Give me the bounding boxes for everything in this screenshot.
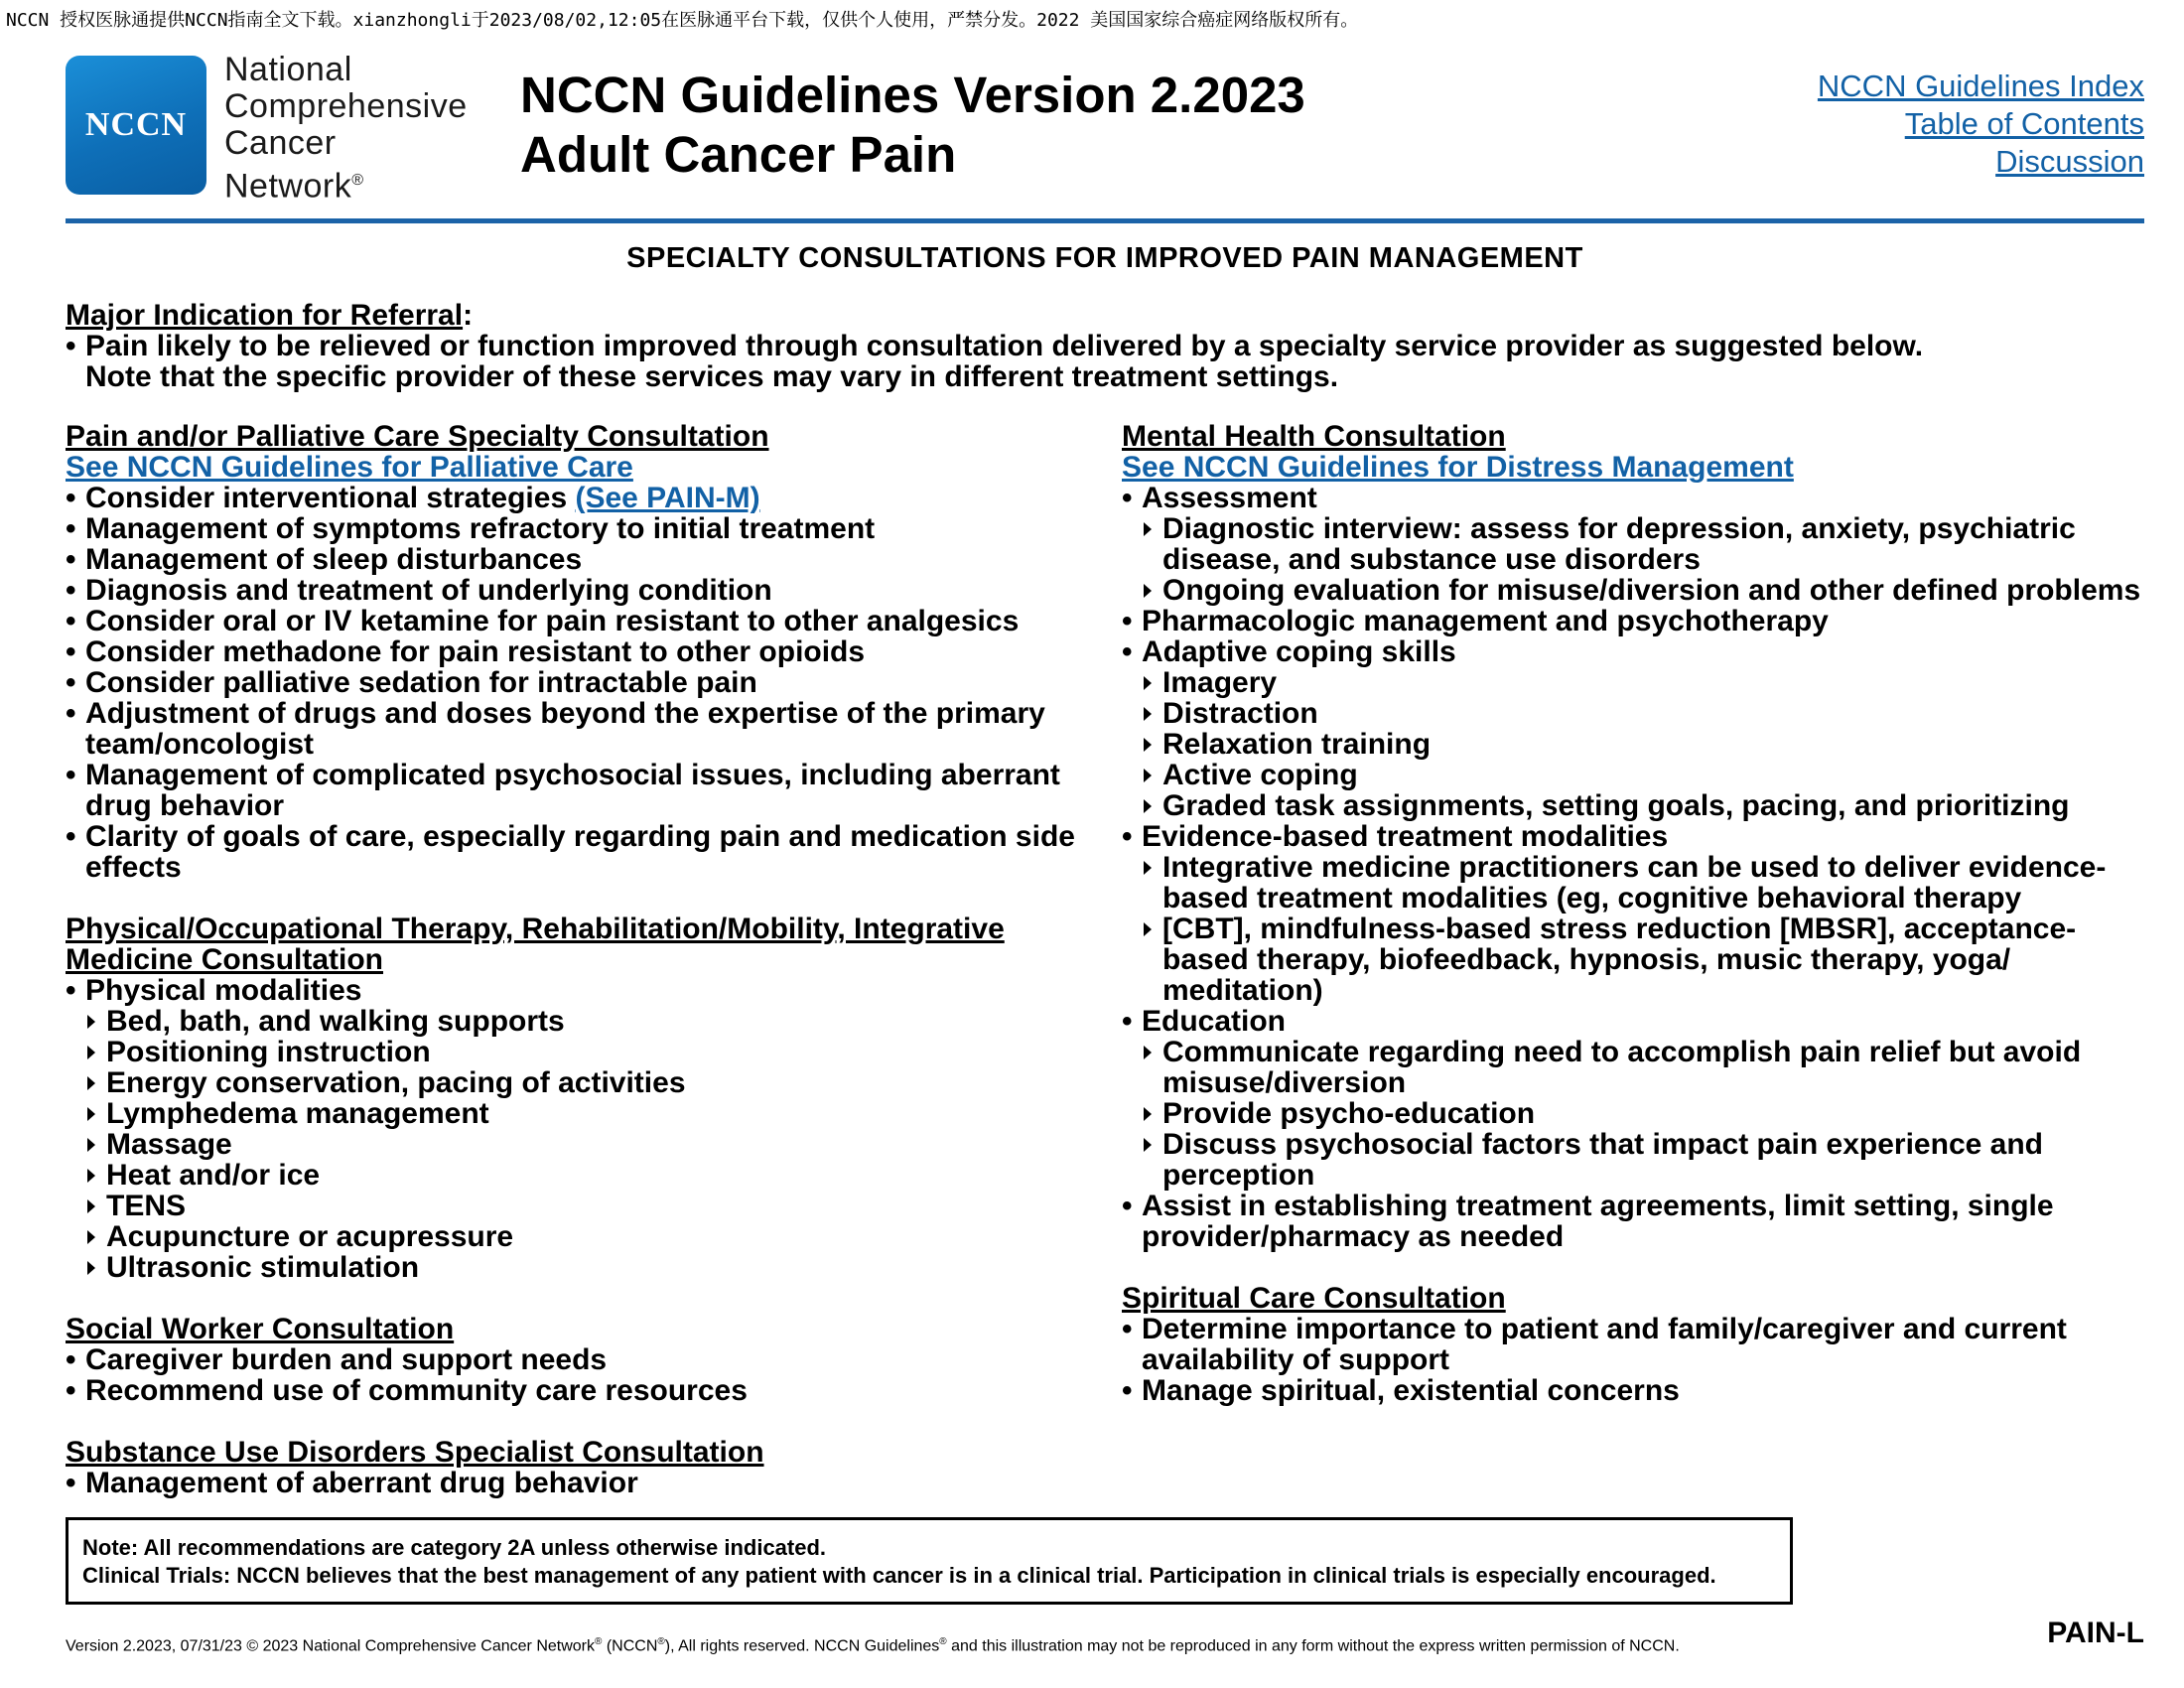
table-of-contents-link[interactable]: Table of Contents xyxy=(1904,106,2144,141)
logo-word: Network® xyxy=(224,167,364,206)
sub-list-item: Ongoing evaluation for misuse/diversion and other defined problems xyxy=(1122,575,2144,606)
sub-list-item: Imagery xyxy=(1122,667,2144,698)
palliative-care-section xyxy=(66,421,1088,883)
category-note: Note: All recommendations are category 2A unless otherwise indicated. xyxy=(82,1535,827,1560)
list-item: • Management of complicated psychosocial issues, including aberrant drug behavior xyxy=(66,760,1088,821)
physical-therapy-section xyxy=(66,914,1088,1283)
page-title xyxy=(520,66,1305,185)
sub-list-item: Heat and/or ice xyxy=(66,1160,1088,1191)
sub-list-item: Distraction xyxy=(1122,698,2144,729)
discussion-link[interactable]: Discussion xyxy=(1995,144,2144,179)
logo-word: Cancer xyxy=(224,124,337,162)
list-item: • Pharmacologic management and psychotherapy xyxy=(1122,606,2144,636)
sub-list-item: Diagnostic interview: assess for depression, anxiety, psychiatric disease, and substance use disorders xyxy=(1122,513,2144,575)
page-code: PAIN-L xyxy=(2047,1617,2144,1649)
note-box xyxy=(66,1517,1793,1605)
header-divider xyxy=(66,218,2144,223)
list-item: • Consider interventional strategies (See PAIN-M) xyxy=(66,483,1088,513)
sub-list-item: Ultrasonic stimulation xyxy=(66,1252,1088,1283)
sub-list-item: Positioning instruction xyxy=(66,1037,1088,1067)
left-column xyxy=(66,421,1088,1529)
distress-management-guidelines-link[interactable]: See NCCN Guidelines for Distress Management xyxy=(1122,451,1794,484)
list-item: • Consider oral or IV ketamine for pain resistant to other analgesics xyxy=(66,606,1088,636)
section-heading: Substance Use Disorders Specialist Consultation xyxy=(66,1436,764,1469)
logo-word: Comprehensive xyxy=(224,87,468,125)
logo-word: National xyxy=(224,51,352,88)
right-column xyxy=(1122,421,2144,1437)
section-heading: Mental Health Consultation xyxy=(1122,420,1506,453)
guideline-version: NCCN Guidelines Version 2.2023 xyxy=(520,67,1305,123)
sub-list-item: Energy conservation, pacing of activities xyxy=(66,1067,1088,1098)
sub-list-item: Lymphedema management xyxy=(66,1098,1088,1129)
sub-list-item: Relaxation training xyxy=(1122,729,2144,760)
list-item: • Consider palliative sedation for intractable pain xyxy=(66,667,1088,698)
list-item: • Assist in establishing treatment agreements, limit setting, single provider/pharmacy as needed xyxy=(1122,1191,2144,1252)
page-header xyxy=(66,52,2144,220)
list-item: • Assessment xyxy=(1122,483,2144,513)
clinical-trials-note: Clinical Trials: NCCN believes that the best management of any patient with cancer is in a clinical trial. Participation in clinical trials is especially encouraged. xyxy=(82,1563,1716,1588)
list-item: • Evidence-based treatment modalities xyxy=(1122,821,2144,852)
list-item: • Adjustment of drugs and doses beyond the expertise of the primary team/oncologist xyxy=(66,698,1088,760)
social-worker-section xyxy=(66,1314,1088,1406)
nccn-logo xyxy=(66,56,206,195)
major-indication-heading: Major Indication for Referral xyxy=(66,299,464,332)
sub-list-item: Massage xyxy=(66,1129,1088,1160)
list-item: • Manage spiritual, existential concerns xyxy=(1122,1375,2144,1406)
list-item: • Management of aberrant drug behavior xyxy=(66,1468,1088,1498)
sub-list-item: Acupuncture or acupressure xyxy=(66,1221,1088,1252)
list-item: • Determine importance to patient and family/caregiver and current availability of support xyxy=(1122,1314,2144,1375)
sub-list-item: Graded task assignments, setting goals, pacing, and prioritizing xyxy=(1122,790,2144,821)
substance-use-section xyxy=(66,1437,1088,1498)
header-links xyxy=(1818,68,2144,181)
list-item: • Management of symptoms refractory to initial treatment xyxy=(66,513,1088,544)
sub-list-item: Bed, bath, and walking supports xyxy=(66,1006,1088,1037)
logo-text: NCCN xyxy=(84,106,188,143)
sub-list-item: [CBT], mindfulness-based stress reduction [MBSR], acceptance-based therapy, biofeedback, hypnosis, music therapy, yoga/ meditation) xyxy=(1122,914,2144,1006)
list-item: • Physical modalities xyxy=(66,975,1088,1006)
list-item: • Clarity of goals of care, especially regarding pain and medication side effects xyxy=(66,821,1088,883)
download-watermark: NCCN 授权医脉通提供NCCN指南全文下载。xianzhongli于2023/08/02,12:05在医脉通平台下载，仅供个人使用，严禁分发。2022 美国国家综合癌症网络版权所有。 xyxy=(6,10,1359,31)
sub-list-item: Discuss psychosocial factors that impact pain experience and perception xyxy=(1122,1129,2144,1191)
list-item: • Caregiver burden and support needs xyxy=(66,1344,1088,1375)
list-item: • Education xyxy=(1122,1006,2144,1037)
list-item: • Adaptive coping skills xyxy=(1122,636,2144,667)
sub-list-item: Provide psycho-education xyxy=(1122,1098,2144,1129)
list-item: • Recommend use of community care resources xyxy=(66,1375,1088,1406)
section-heading: Pain and/or Palliative Care Specialty Consultation xyxy=(66,420,769,453)
spiritual-care-section xyxy=(1122,1283,2144,1406)
section-heading: Social Worker Consultation xyxy=(66,1313,455,1345)
palliative-care-guidelines-link[interactable]: See NCCN Guidelines for Palliative Care xyxy=(66,451,633,484)
section-title: SPECIALTY CONSULTATIONS FOR IMPROVED PAIN MANAGEMENT xyxy=(626,242,1583,274)
sub-list-item: TENS xyxy=(66,1191,1088,1221)
sub-list-item: Communicate regarding need to accomplish pain relief but avoid misuse/diversion xyxy=(1122,1037,2144,1098)
list-item: • Pain likely to be relieved or function improved through consultation delivered by a specialty service provider as suggested below. Note that the specific provider of these services may vary in different treatment settings. xyxy=(66,331,2144,392)
mental-health-section xyxy=(1122,421,2144,1252)
logo-wordmark xyxy=(224,52,468,205)
guideline-topic: Adult Cancer Pain xyxy=(520,126,957,183)
pain-m-link[interactable]: (See PAIN-M) xyxy=(575,482,760,514)
list-item: • Consider methadone for pain resistant to other opioids xyxy=(66,636,1088,667)
sub-list-item: Active coping xyxy=(1122,760,2144,790)
sub-list-item: Integrative medicine practitioners can be used to deliver evidence-based treatment modalities (eg, cognitive behavioral therapy xyxy=(1122,852,2144,914)
list-item: • Diagnosis and treatment of underlying condition xyxy=(66,575,1088,606)
section-heading: Spiritual Care Consultation xyxy=(1122,1282,1506,1315)
copyright-footer: Version 2.2023, 07/31/23 © 2023 National Comprehensive Cancer Network® (NCCN®), All rights reserved. NCCN Guidelines® and this illustration may not be reproduced in any form without the express written permission of NCCN. xyxy=(66,1636,1680,1655)
section-heading: Physical/Occupational Therapy, Rehabilitation/Mobility, Integrative Medicine Consultation xyxy=(66,913,1005,976)
major-indication: Major Indication for Referral: • Pain likely to be relieved or function improved through consultation delivered by a specialty service provider as suggested below. Note that the specific provider of these services may vary in different treatment settings. xyxy=(66,300,2144,392)
list-item: • Management of sleep disturbances xyxy=(66,544,1088,575)
guidelines-index-link[interactable]: NCCN Guidelines Index xyxy=(1817,69,2144,103)
